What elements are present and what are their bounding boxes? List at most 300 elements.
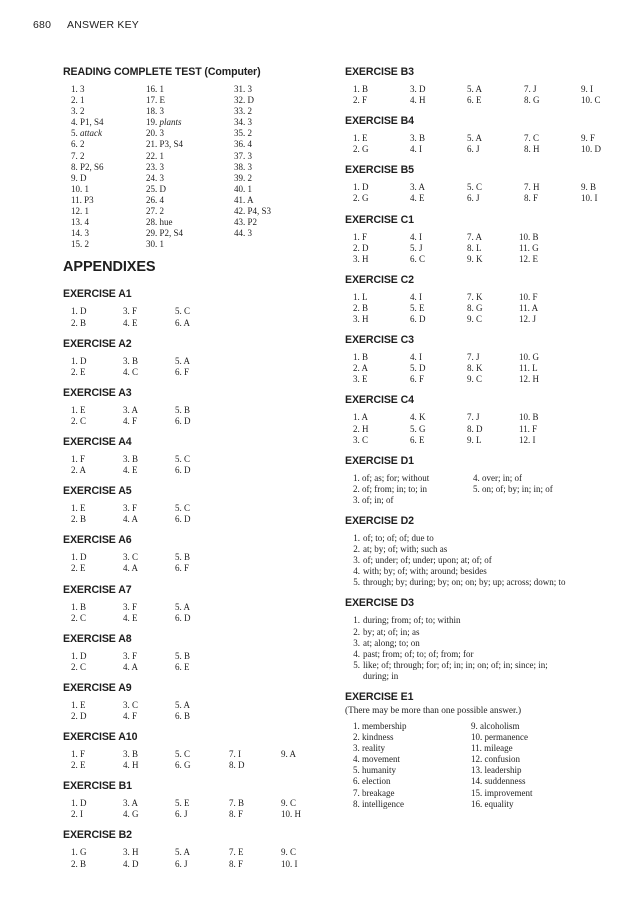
answer-cell: 5. on; of; by; in; in; of [473,483,553,494]
item-text: at; along; to; on [363,637,420,648]
answer-cell: 5. E [410,302,425,313]
answer-row [63,151,333,162]
answer-cell: 2. G [353,193,369,204]
answer-line [345,544,635,555]
answer-cell: 7. J [524,84,537,94]
answer-cell: 5. A [467,133,483,144]
answer-cell: 4. I [410,231,422,242]
exercise-section [63,338,333,378]
answer-row [345,314,635,325]
answer-cell: 1. D [71,650,87,661]
answer-row [345,193,635,204]
answer-cell: 6. F [175,366,190,377]
item-number: 1. [353,615,360,626]
answer-row [63,239,333,250]
answer-cell: 8. F [229,858,244,869]
answer-cell: 2. B [71,317,87,328]
answer-cell: 19. plants [146,117,182,128]
reading-test-section [63,66,333,250]
answer-cell: 1. B [353,352,369,363]
answer-cell: 6. D [175,465,191,476]
answer-row [63,206,333,217]
answer-cell: 6. E [467,95,482,106]
answer-cell: 15. 2 [71,239,89,250]
answer-row [63,662,333,673]
answer-cell: 4. H [410,95,426,106]
exercise-title: EXERCISE A9 [63,681,132,694]
left-column [63,66,333,879]
answer-cell: 4. K [410,412,426,423]
answer-cell: 5. C [175,503,191,514]
answer-cell: 29. P2, S4 [146,228,184,239]
answer-cell: 2. of; from; in; to; in [353,483,427,494]
answer-cell: 4. A [123,514,139,525]
exercise-section [345,334,635,385]
answer-cell: 10. C [581,95,601,106]
answer-cell: 32. D [234,95,254,106]
answer-cell: 3. A [123,404,139,415]
answer-row [345,292,635,303]
answer-cell: 2. B [71,514,87,525]
answer-cell: 1. F [71,749,86,760]
answer-cell: 8. D [229,760,245,771]
running-title: ANSWER KEY [67,19,140,31]
answer-row [63,798,333,809]
answer-note: (There may be more than one possible answer.) [345,706,522,716]
answer-cell: 8. F [524,193,539,204]
item-text: with; by; of; with; around; besides [363,566,487,577]
answer-cell: 1. 3 [71,84,85,94]
item-number: 1. [353,532,360,543]
answer-cell: 7. B [229,798,245,809]
answer-cell: 3. E [353,374,368,385]
answer-cell: 4. E [123,317,138,328]
answer-cell: 7. I [229,749,241,760]
answer-cell: 6. G [175,760,191,771]
exercise-e1-section [345,691,635,810]
answer-cell: 14. 3 [71,228,89,239]
answer-row [345,352,635,363]
item-text: during; in [363,670,399,681]
answer-cell: 16. 1 [146,84,164,94]
answer-cell: 11. P3 [71,194,94,205]
answer-cell: 5. J [410,242,423,253]
answer-row [63,503,333,514]
answer-cell: 4. P1, S4 [71,117,104,128]
item-number: 4. [353,648,360,659]
answer-cell: 6. J [175,809,188,820]
exercise-section [63,780,333,820]
exercise-section [63,584,333,624]
answer-cell: 11. mileage [471,743,513,754]
answer-cell: 4. F [123,711,138,721]
answer-cell: 4. I [410,352,422,363]
answer-cell: 4. movement [353,754,400,765]
answer-cell: 35. 2 [234,128,252,139]
italic-answer: attack [80,128,102,139]
answer-cell: 8. G [524,95,540,106]
answer-cell: 4. E [123,612,138,623]
answer-cell: 2. B [353,302,369,313]
answer-cell: 10. H [281,809,301,820]
answer-cell: 42. P4, S3 [234,206,272,217]
answer-cell: 9. B [581,182,597,193]
answer-row [63,95,333,106]
answer-cell: 3. B [123,355,139,366]
exercise-title: EXERCISE B2 [63,829,132,842]
item-number: 5. [353,577,360,588]
answer-row [63,465,333,476]
answer-cell: 4. C [123,366,139,377]
answer-row [345,254,635,265]
answer-cell: 2. E [71,366,86,377]
answer-cell: 15. improvement [471,787,533,798]
answer-cell [234,239,314,250]
exercise-title: EXERCISE A5 [63,485,132,498]
answer-cell [281,760,329,771]
exercise-d3-section [345,597,635,682]
answer-row [63,184,333,195]
answer-cell: 7. J [467,412,480,423]
answer-cell: 9. L [467,434,482,445]
answer-cell: 34. 3 [234,117,252,128]
answer-cell: 4. over; in; of [473,472,522,483]
item-text: through; by; during; by; on; on; by; up; across; down; to [363,577,566,588]
answer-row [345,776,635,787]
answer-row [63,306,333,317]
answer-cell: 7. breakage [353,787,395,798]
answer-cell: 7. C [524,133,540,144]
answer-cell: 6. A [175,317,191,328]
answer-row [63,563,333,574]
answer-cell: 6. E [175,661,190,672]
answer-cell: 6. B [175,711,191,721]
answer-cell: 5. G [410,423,426,434]
answer-cell: 1. D [353,182,369,193]
answer-cell: 2. 1 [71,95,85,106]
answer-cell: 3. C [123,699,139,710]
exercise-title: EXERCISE E1 [345,691,414,703]
item-text: like; of; through; for; of; in; in; on; of; in; since; in; [363,659,548,670]
answer-row [63,847,333,858]
answer-cell: 5. C [175,453,191,464]
answer-cell: 5. D [410,363,426,374]
answer-cell: 10. 1 [71,183,89,194]
answer-row [63,117,333,128]
answer-row [63,416,333,427]
exercise-section [63,436,333,476]
answer-cell: 8. intelligence [353,798,404,809]
answer-cell: 1. D [71,355,87,366]
answer-row [63,859,333,870]
answer-cell: 10. B [519,231,539,242]
answer-cell: 4. I [410,291,422,302]
answer-cell: 12. confusion [471,754,520,765]
answer-row [63,228,333,239]
answer-cell: 2. C [71,612,87,623]
page-header [33,19,139,31]
answer-row [345,799,635,810]
answer-cell: 1. E [71,699,86,710]
answer-cell: 4. F [123,415,138,426]
exercise-title: EXERCISE C2 [345,273,414,286]
answer-cell: 40. 1 [234,183,252,194]
answer-cell: 5. A [467,84,483,94]
answer-cell: 9. alcoholism [471,721,520,731]
answer-line [345,577,635,588]
answer-cell: 3. D [410,84,426,94]
answer-row [345,84,635,95]
answer-cell: 2. B [71,858,87,869]
exercise-title: EXERCISE B5 [345,164,414,177]
answer-cell: 4. E [123,465,138,476]
answer-cell: 4. E [410,193,425,204]
answer-cell: 11. G [519,242,539,253]
answer-cell: 1. B [71,601,87,612]
answer-cell: 3. H [353,253,369,264]
answer-cell: 9. C [281,798,297,809]
exercise-section [345,115,635,155]
answer-cell: 14. suddenness [471,776,526,787]
answer-cell: 1. D [71,798,87,809]
exercise-section [345,274,635,325]
answer-cell: 5. humanity [353,765,396,776]
answer-cell: 6. J [467,193,480,204]
answer-cell: 4. H [123,760,139,771]
answer-row [345,721,635,732]
answer-cell: 8. H [524,144,540,155]
answer-cell: 1. L [353,291,368,302]
answer-cell: 3. 2 [71,106,85,117]
answer-cell: 12. J [519,314,537,325]
exercise-title: EXERCISE D3 [345,597,414,610]
answer-cell: 6. 2 [71,139,85,150]
answer-row [63,84,333,95]
answer-row [345,243,635,254]
answer-row [63,809,333,820]
item-text: of; to; of; of; due to [363,532,434,543]
answer-row [345,732,635,743]
answer-cell: 24. 3 [146,172,164,183]
answer-cell: 2. A [353,363,369,374]
exercise-title: EXERCISE C1 [345,213,414,226]
answer-cell: 8. P2, S6 [71,161,104,172]
answer-cell: 3. H [123,847,139,858]
answer-cell: 9. C [467,374,483,385]
answer-cell: 2. G [353,144,369,155]
answer-cell [473,495,613,506]
answer-row [63,217,333,228]
answer-row [345,363,635,374]
answer-cell: 7. E [229,847,244,858]
answer-row [63,760,333,771]
exercise-title: EXERCISE B3 [345,66,414,78]
answer-cell: 10. I [581,193,598,204]
answer-cell: 9. A [281,749,297,760]
answer-cell: 4. I [410,144,422,155]
answer-cell: 2. H [353,423,369,434]
answer-cell: 7. J [467,352,480,363]
exercise-d1-section [345,455,635,506]
exercise-section [345,66,635,106]
answer-cell: 16. equality [471,798,514,809]
answer-cell: 6. election [353,776,391,787]
answer-row [345,788,635,799]
answer-row [345,303,635,314]
answer-row [63,106,333,117]
exercise-title: EXERCISE B4 [345,115,414,128]
answer-cell: 25. D [146,183,166,194]
answer-cell: 7. K [467,291,483,302]
answer-row [63,128,333,139]
answer-cell: 6. J [467,144,480,155]
exercise-title: EXERCISE A3 [63,386,132,399]
answer-row [63,367,333,378]
answer-cell: 6. D [175,612,191,623]
item-text: of; under; of; under; upon; at; of; of [363,555,492,566]
answer-row [63,356,333,367]
answer-cell: 41. A [234,194,254,205]
answer-cell: 5. A [175,601,191,612]
exercise-section [63,731,333,771]
answer-line [345,660,635,671]
exercise-title: EXERCISE A7 [63,583,132,596]
answer-cell: 3. A [123,798,139,809]
answer-cell: 1. F [71,453,86,464]
answer-cell: 2. E [71,760,86,771]
italic-answer: plants [159,117,182,128]
answer-cell: 6. E [410,434,425,445]
answer-cell: 2. C [71,661,87,672]
answer-cell: 39. 2 [234,172,252,183]
answer-cell: 22. 1 [146,150,164,161]
answer-row [345,424,635,435]
page-number: 680 [33,19,52,31]
answer-row [63,749,333,760]
answer-cell: 2. I [71,809,83,820]
answer-cell: 6. C [410,253,426,264]
answer-cell: 3. F [123,650,138,661]
exercise-title: EXERCISE D2 [345,514,414,527]
answer-cell: 8. G [467,302,483,313]
exercise-title: EXERCISE B1 [63,780,132,793]
answer-cell: 23. 3 [146,161,164,172]
answer-cell: 36. 4 [234,139,252,150]
answer-cell: 1. E [71,404,86,415]
answer-row [345,484,635,495]
answer-cell: 18. 3 [146,106,164,117]
exercise-section [63,534,333,574]
answer-row [63,139,333,150]
answer-cell: 3. B [410,133,426,144]
answer-cell: 9. C [281,847,297,858]
exercise-section [345,214,635,265]
answer-cell: 7. H [524,182,540,193]
answer-cell: 1. G [71,847,87,858]
answer-row [345,412,635,423]
exercise-d2-section [345,515,635,588]
answer-cell: 11. A [519,302,539,313]
exercise-title: EXERCISE A4 [63,435,132,448]
answer-cell: 3. H [353,314,369,325]
item-text: during; from; of; to; within [363,615,461,626]
exercise-title: EXERCISE A10 [63,731,138,744]
right-column [345,66,635,819]
answer-cell: 8. F [229,809,244,820]
answer-line [345,649,635,660]
answer-cell: 5. B [175,404,191,415]
answer-cell: 10. D [581,144,601,155]
answer-cell: 5. C [467,182,483,193]
answer-row [345,374,635,385]
answer-cell: 6. F [410,374,425,385]
answer-cell: 3. C [353,434,369,445]
answer-cell: 21. P3, S4 [146,139,184,150]
answer-cell: 1. membership [353,721,407,731]
item-number: 2. [353,626,360,637]
answer-cell: 9. D [71,172,87,183]
exercise-title: EXERCISE A1 [63,288,132,301]
answer-cell: 12. I [519,434,536,445]
answer-row [345,495,635,506]
item-number: 2. [353,544,360,555]
answer-row [63,613,333,624]
answer-cell: 9. C [467,314,483,325]
answer-cell: 4. D [123,858,139,869]
answer-line [345,533,635,544]
answer-cell: 3. B [123,453,139,464]
answer-cell: 10. B [519,412,539,423]
answer-cell: 6. D [410,314,426,325]
answer-cell: 2. C [71,415,87,426]
answer-cell: 2. E [71,563,86,574]
answer-cell: 8. D [467,423,483,434]
answer-row [345,133,635,144]
answer-cell: 4. G [123,809,139,820]
answer-cell: 33. 2 [234,106,252,117]
answer-cell: 11. F [519,423,538,434]
appendixes-title: APPENDIXES [63,259,156,276]
answer-cell: 13. leadership [471,765,522,776]
answer-cell: 1. A [353,412,369,423]
answer-cell: 31. 3 [234,84,252,94]
exercise-section [63,288,333,328]
answer-line [345,566,635,577]
answer-row [345,95,635,106]
answer-cell: 5. A [175,699,191,710]
exercise-title: EXERCISE D1 [345,454,414,467]
exercise-title: EXERCISE C4 [345,394,414,407]
answer-cell: 1. D [71,552,87,563]
answer-cell: 10. permanence [471,732,528,743]
answer-cell: 4. A [123,661,139,672]
answer-cell: 5. C [175,306,191,317]
answer-cell: 3. C [123,552,139,563]
answer-cell: 6. D [175,514,191,525]
item-number: 3. [353,637,360,648]
answer-cell: 3. of; in; of [353,494,394,505]
answer-cell: 2. D [71,711,87,721]
answer-cell: 5. A [175,847,191,858]
answer-cell: 10. I [281,858,298,869]
answer-cell: 5. A [175,355,191,366]
answer-cell: 8. L [467,242,482,253]
answer-row [345,765,635,776]
answer-cell: 12. 1 [71,206,89,217]
answer-row [345,754,635,765]
exercise-section [63,485,333,525]
answer-cell: 1. F [353,231,368,242]
